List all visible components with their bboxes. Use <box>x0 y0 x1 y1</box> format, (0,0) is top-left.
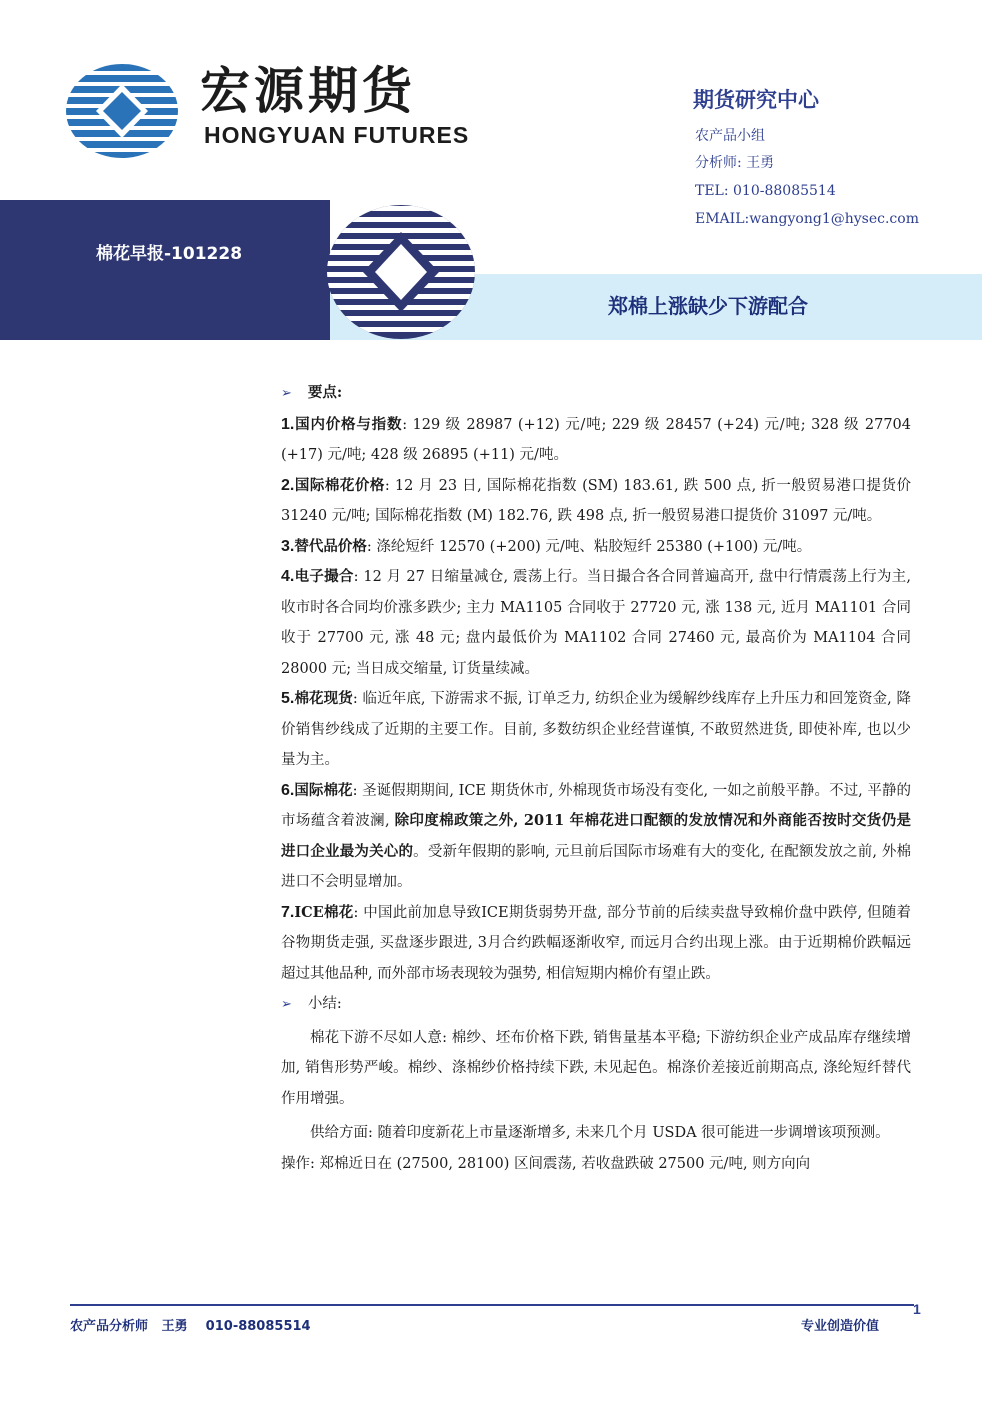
brand-name-cn: 宏源期货 <box>200 62 416 120</box>
summary-paragraph: 棉花下游不尽如人意: 棉纱、坯布价格下跌, 销售量基本平稳; 下游纺织企业产成品库存继续增加, 销售形势严峻。棉纱、涤棉纱价格持续下跌, 未见起色。棉涤价差接近前期高点, 涤纶短纤替代作用增强。 <box>281 1029 911 1107</box>
list-item: 2.国际棉花价格: 12 月 23 日, 国际棉花指数 (SM) 183.61, 跌 500 点, 折一般贸易港口提货价 31240 元/吨; 国际棉花指数 (M) 182.76, 跌 498 点, 折一般贸易港口提货价 31097 元/吨。 <box>281 476 911 524</box>
list-item: 7.ICE棉花: 中国此前加息导致ICE期货弱势开盘, 部分节前的后续卖盘导致棉价盘中跌停, 但随着谷物期货走强, 买盘逐步跟进, 3月合约跌幅逐渐收窄, 而远月合约出现上涨。由于近期棉价跌幅远超过其他品种, 而外部市场表现较为强势, 相信短期内棉价有望止跌。 <box>281 903 911 982</box>
summary-paragraph: 供给方面: 随着印度新花上市量逐渐增多, 未来几个月 USDA 很可能进一步调增该项预测。 <box>310 1125 890 1141</box>
summary-heading: ➢ 小结: <box>281 996 342 1012</box>
page-number: 1 <box>913 1301 921 1317</box>
emphasis-text: 除印度棉政策之外, 2011 年棉花进口配额的发放情况和外商能否按时交货仍是进口企业最为关心的 <box>281 812 912 860</box>
list-item: 5.棉花现货: 临近年底, 下游需求不振, 订单乏力, 纺织企业为缓解纱线库存上升压力和回笼资金, 降价销售纱线成了近期的主要工作。目前, 多数纺织企业经营谨慎, 不敢贸然进货, 即使补库, 也以少量为主。 <box>281 690 911 768</box>
group-name: 农产品小组 <box>695 128 765 144</box>
brand-name-en: HONGYUAN FUTURES <box>204 122 470 148</box>
arrow-bullet-icon: ➢ <box>281 386 292 401</box>
footer-analyst-info: 农产品分析师 王勇 010-88085514 <box>70 1319 311 1334</box>
footer-slogan: 专业创造价值 <box>801 1319 880 1334</box>
key-points-heading: ➢ 要点: <box>281 384 343 401</box>
header-band-dark <box>0 200 330 340</box>
list-item: 6.国际棉花: 圣诞假期期间, ICE 期货休市, 外棉现货市场没有变化, 一如之前般平静。不过, 平静的市场蕴含着波澜, 除印度棉政策之外, 2011 年棉花进口配额的发放情况和外商能否按时交货仍是进口企业最为关心的。受新年假期的影响, 元旦前后国际市场难有大的变化, 在配额发放之前, 外棉进口不会明显增加。 <box>281 781 912 890</box>
research-center-title: 期货研究中心 <box>693 88 819 112</box>
band-logo-icon <box>325 203 477 341</box>
email-address: EMAIL:wangyong1@hysec.com <box>695 211 919 227</box>
report-headline: 郑棉上涨缺少下游配合 <box>608 294 808 318</box>
summary-paragraph: 操作: 郑棉近日在 (27500, 28100) 区间震荡, 若收盘跌破 27500 元/吨, 则方向向 <box>281 1155 811 1172</box>
company-logo-icon <box>66 64 178 158</box>
list-item: 3.替代品价格: 涤纶短纤 12570 (+200) 元/吨、粘胶短纤 25380 (+100) 元/吨。 <box>281 537 812 555</box>
analyst-name: 分析师: 王勇 <box>695 155 775 171</box>
report-id: 棉花早报-101228 <box>96 244 243 264</box>
phone-number: TEL: 010-88085514 <box>695 183 836 199</box>
arrow-bullet-icon: ➢ <box>281 997 292 1012</box>
report-body <box>281 378 911 1179</box>
list-item: 4.电子撮合: 12 月 27 日缩量减仓, 震荡上行。当日撮合各合同普遍高开, 盘中行情震荡上行为主, 收市时各合同均价涨多跌少; 主力 MA1105 合同收于 27720 元, 涨 138 元, 近月 MA1101 合同收于 27700 元, 涨 48 元; 盘内最低价为 MA1102 合同 27460 元, 最高价为 MA1104 合同 28000 元; 当日成交缩量, 订货量续减。 <box>281 568 911 677</box>
list-item: 1.国内价格与指数: 129 级 28987 (+12) 元/吨; 229 级 28457 (+24) 元/吨; 328 级 27704 (+17) 元/吨; 428 级 26895 (+11) 元/吨。 <box>281 415 911 463</box>
footer-divider <box>70 1304 914 1306</box>
